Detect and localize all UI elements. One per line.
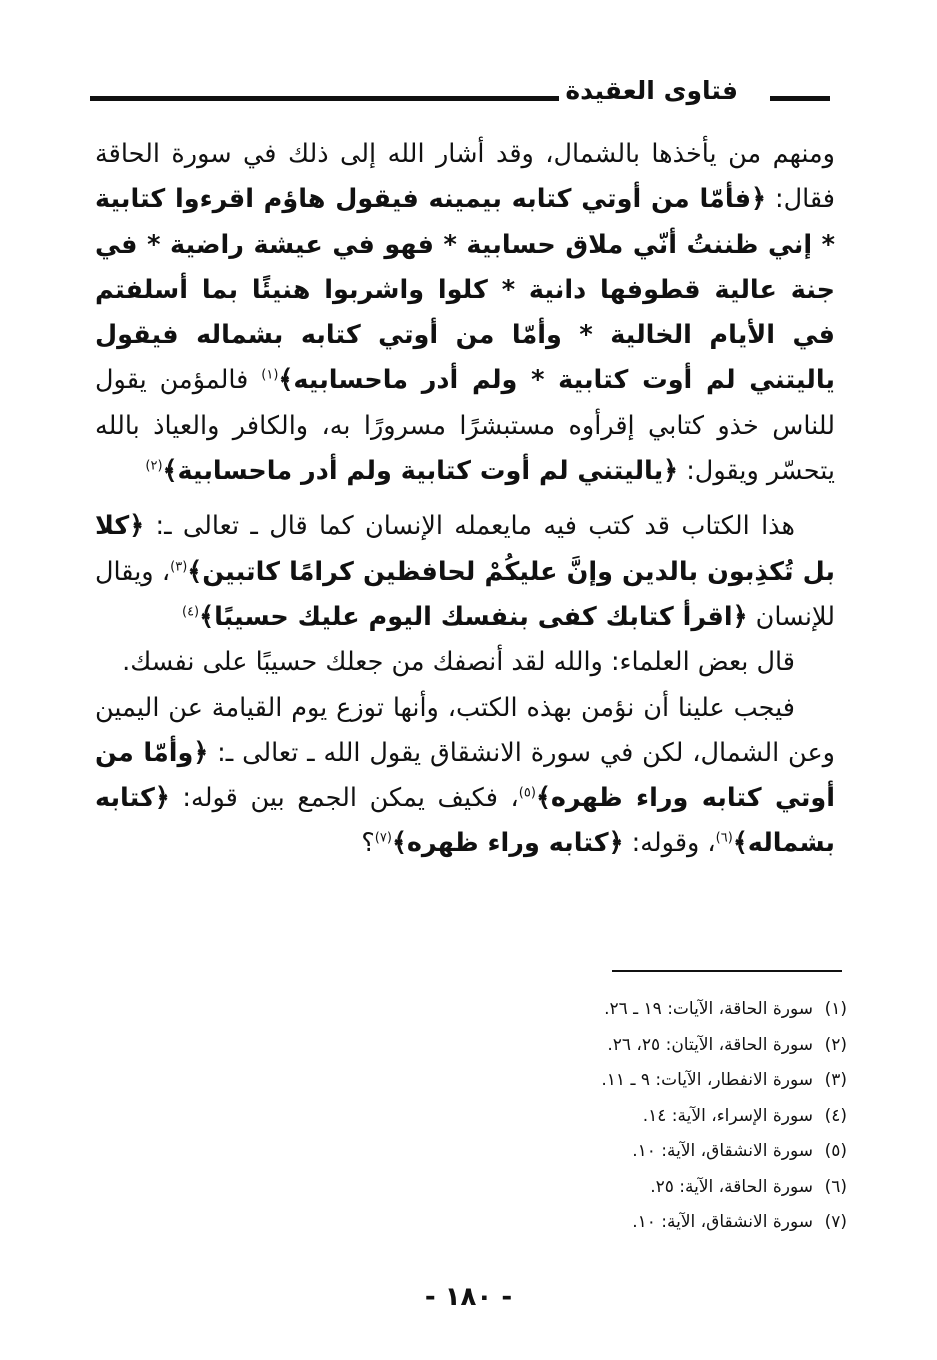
- footnote-number: (٧): [824, 1212, 847, 1232]
- paragraph-1: [95, 132, 835, 494]
- footnote-number: (٦): [824, 1176, 847, 1197]
- footnote-item: [247, 1170, 847, 1206]
- footnote-ref[interactable]: (١): [261, 367, 279, 383]
- footnote-item: [247, 992, 847, 1028]
- page-header: [90, 70, 830, 120]
- footnote-text: سورة الحاقة، الآيتان: ٢٥، ٢٦.: [607, 1034, 813, 1055]
- running-head: فتاوى العقيدة: [559, 76, 744, 105]
- text-span: فيجب علينا أن نؤمن بهذه الكتب، وأنها توزع يوم القيامة عن اليمين وعن الشمال، لكن في سورة الانشقاق يقول الله ـ تعالى ـ:: [95, 692, 835, 768]
- footnote-text: سورة الحاقة، الآية: ٢٥.: [650, 1176, 813, 1197]
- quran-quote: ﴿كتابه بشماله﴾: [95, 783, 835, 859]
- page-number: - ١٨٠ -: [424, 1282, 513, 1312]
- header-rule-long: [90, 96, 590, 101]
- text-span: فالمؤمن يقول للناس خذو كتابي إقرأوه مستبشرًا مسرورًا به، والكافر والعياذ بالله يتحسّر ويقول:: [95, 365, 835, 487]
- footnote-ref[interactable]: (٧): [374, 830, 392, 846]
- text-span: ، فكيف يمكن الجمع بين قوله:: [169, 783, 519, 814]
- quran-quote: ﴿اقرأ كتابك كفى بنفسك اليوم عليك حسيبًا﴾: [199, 601, 748, 632]
- footnote-number: (٣): [824, 1070, 847, 1090]
- quran-quote: ﴿ياليتني لم أوت كتابية ولم أدر ماحسابية﴾: [162, 456, 679, 487]
- footnote-number: (١): [824, 999, 847, 1019]
- footnote-ref[interactable]: (٢): [145, 458, 163, 474]
- text-span: ، ويقال للإنسان: [95, 556, 835, 632]
- footnote-number: (٤): [824, 1105, 847, 1126]
- footnote-item: [247, 1099, 847, 1135]
- footnote-text: سورة الانفطار، الآيات: ٩ ـ ١١.: [601, 1070, 813, 1090]
- quran-quote: ﴿فأمّا من أوتي كتابه بيمينه فيقول هاؤم اقرءوا كتابية * إني ظننتُ أنّي ملاق حسابية * فهو في عيشة راضية * في جنة عالية قطوفها دانية * كلوا واشربوا هنيئًا بما أسلفتم في الأيام الخالية * وأمّا من أوتي كتابه بشماله فيقول ياليتني لم أوت كتابية * ولم أدر ماحسابيه﴾: [95, 184, 835, 396]
- text-span: قال بعض العلماء: والله لقد أنصفك من جعلك حسيبًا على نفسك.: [122, 647, 795, 678]
- footnote-item: [247, 1134, 847, 1170]
- footnote-text: سورة الانشقاق، الآية: ١٠.: [632, 1141, 813, 1161]
- footnote-separator: [612, 970, 842, 972]
- footnote-ref[interactable]: (٤): [181, 604, 200, 620]
- footnote-number: (٢): [824, 1034, 847, 1055]
- footnote-ref[interactable]: (٥): [518, 785, 536, 801]
- footnote-ref[interactable]: (٣): [170, 559, 188, 575]
- footnote-number: (٥): [824, 1141, 847, 1161]
- text-span: ، وقوله:: [623, 828, 716, 859]
- quran-quote: ﴿كتابه وراء ظهره﴾: [391, 828, 624, 859]
- quran-quote: ﴿وأمّا من أوتي كتابه وراء ظهره﴾: [95, 737, 836, 814]
- footnote-ref[interactable]: (٦): [715, 830, 733, 846]
- footnote-text: سورة الإسراء، الآية: ١٤.: [642, 1105, 813, 1126]
- text-span: هذا الكتاب قد كتب فيه مايعمله الإنسان كما قال ـ تعالى ـ:: [144, 511, 795, 542]
- paragraph-3: [95, 640, 835, 685]
- text-span: ومنهم من يأخذها بالشمال، وقد أشار الله إلى ذلك في سورة الحاقة فقال:: [95, 139, 835, 215]
- footnote-text: سورة الانشقاق، الآية: ١٠.: [632, 1212, 813, 1232]
- footnote-item: [247, 1205, 847, 1241]
- footnotes-list: [247, 992, 847, 1241]
- main-text: [95, 132, 835, 867]
- paragraph-2: [95, 504, 835, 640]
- text-span: ؟: [361, 828, 375, 859]
- header-rule-short: [770, 96, 830, 101]
- quran-quote: ﴿كلا بل تُكذِبون بالدين وإنَّ عليكُمْ لحافظين كرامًا كاتبين﴾: [95, 511, 835, 587]
- footnote-text: سورة الحاقة، الآيات: ١٩ ـ ٢٦.: [604, 999, 813, 1019]
- paragraph-4: [95, 686, 835, 867]
- footnote-item: [247, 1028, 847, 1064]
- footnote-item: [247, 1063, 847, 1099]
